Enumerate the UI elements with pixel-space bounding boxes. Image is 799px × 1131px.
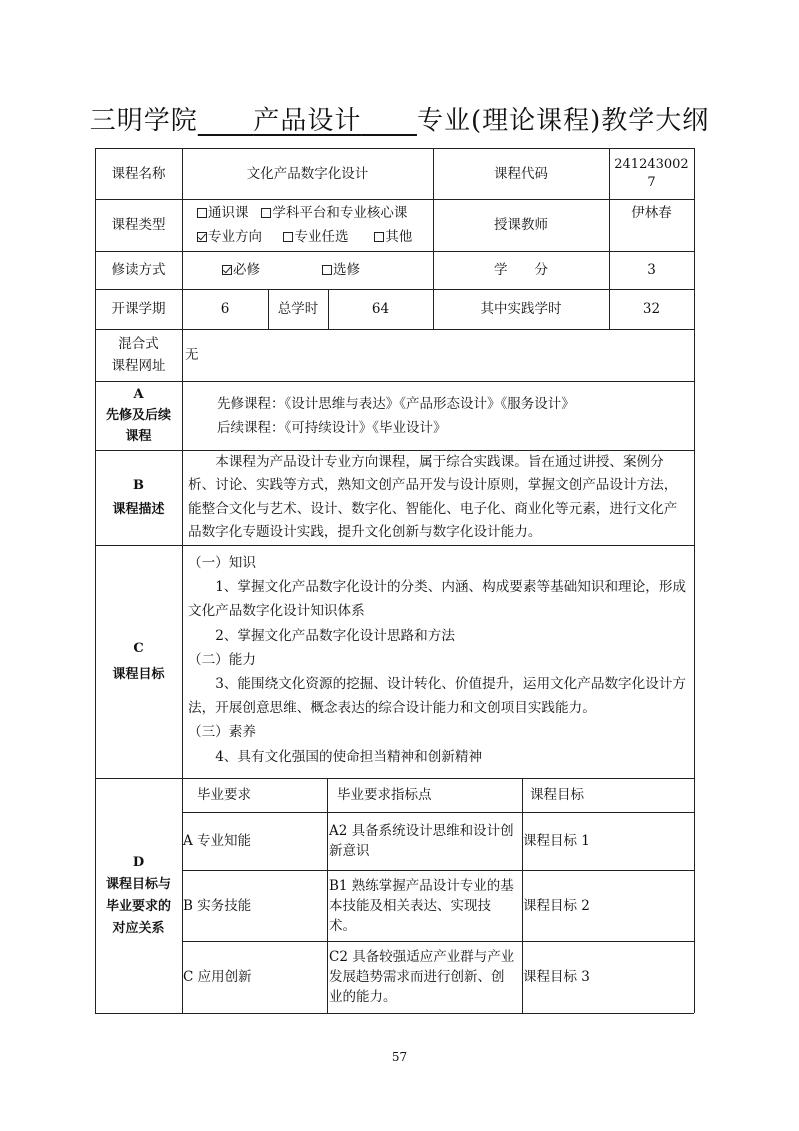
section-a-label: A 先修及后续 课程 xyxy=(105,387,171,444)
goal-heading-quality: （三）素养 xyxy=(188,724,256,741)
type-option-direction[interactable]: 专业方向 xyxy=(197,229,262,245)
mapping-header-indicator: 毕业要求指标点 xyxy=(337,787,432,803)
title-suffix: 专业(理论课程)教学大纲 xyxy=(416,106,710,136)
type-option-other[interactable]: 其他 xyxy=(374,229,412,245)
mapping-row-3-requirement: C 应用创新 xyxy=(183,969,252,985)
teacher-label: 授课教师 xyxy=(494,217,548,233)
course-description: 本课程为产品设计专业方向课程，属于综合实践课。旨在通过讲授、案例分析、讨论、实践等方式，熟知文创产品开发与设计原则，掌握文创产品设计方法，能整合文化与艺术、设计、数字化、智能化、电子化、商业化等元素，进行文化产品数字化专题设计实践，提升文化创新与数字化设计能力。 xyxy=(188,453,678,540)
mapping-row-1-indicator: A2 具备系统设计思维和设计创新意识 xyxy=(329,823,514,859)
goal-heading-ability: （二）能力 xyxy=(188,651,256,668)
section-d-label: D 课程目标与 毕业要求的 对应关系 xyxy=(105,854,171,936)
type-option-general[interactable]: 通识课 xyxy=(197,205,249,221)
study-mode-options xyxy=(182,251,433,289)
teacher-value: 伊林春 xyxy=(631,205,672,221)
type-option-core[interactable]: 学科平台和专业核心课 xyxy=(261,205,407,221)
follow-up-courses: 后续课程：《可持续设计》《毕业设计》 xyxy=(217,419,447,436)
hours-label: 总学时 xyxy=(277,301,319,317)
mapping-header-requirement: 毕业要求 xyxy=(197,787,251,803)
goal-item-1: 1、掌握文化产品数字化设计的分类、内涵、构成要素等基础知识和理论，形成文化产品数字化设计知识体系 xyxy=(188,579,687,620)
mode-option-required[interactable]: 必修 xyxy=(222,260,260,280)
practice-hours-value: 32 xyxy=(642,301,661,317)
semester-value: 6 xyxy=(220,301,230,317)
mapping-row-1-requirement: A 专业知能 xyxy=(183,833,252,849)
semester-label: 开课学期 xyxy=(111,301,166,317)
goal-item-2: 2、掌握文化产品数字化设计思路和方法 xyxy=(215,627,455,644)
study-mode-label: 修读方式 xyxy=(111,262,166,278)
mapping-row-3-goal: 课程目标 3 xyxy=(523,969,590,985)
course-url-value: 无 xyxy=(185,347,199,363)
course-name-value: 文化产品数字化设计 xyxy=(246,165,369,182)
credit-label: 学 分 xyxy=(494,262,548,278)
checkbox-checked-icon xyxy=(197,232,207,242)
mapping-row-2-goal: 课程目标 2 xyxy=(523,897,590,914)
course-name-label: 课程名称 xyxy=(111,165,166,182)
mapping-header-goal: 课程目标 xyxy=(530,787,584,803)
goal-heading-knowledge: （一）知识 xyxy=(188,555,256,571)
mapping-row-3-indicator: C2 具备较强适应产业群与产业发展趋势需求而进行创新、创业的能力。 xyxy=(329,949,515,1005)
checkbox-icon xyxy=(374,232,384,242)
page-title xyxy=(0,100,799,137)
section-b-content xyxy=(182,450,694,545)
goal-item-3: 3、能围绕文化资源的挖掘、设计转化、价值提升，运用文化产品数字化设计方法，开展创意思维、概念表达的综合设计能力和文创项目实践能力。 xyxy=(188,676,687,717)
section-b-label: B 课程描述 xyxy=(112,477,165,517)
practice-hours-label: 其中实践学时 xyxy=(480,301,562,317)
checkbox-icon xyxy=(261,208,271,218)
course-type-label: 课程类型 xyxy=(111,217,166,233)
goal-item-4: 4、具有文化强国的使命担当精神和创新精神 xyxy=(215,748,483,765)
credit-value: 3 xyxy=(647,262,656,278)
title-school: 三明学院 xyxy=(89,106,198,136)
mapping-row-2-indicator: B1 熟练掌握产品设计专业的基本技能及相关表达、实现技术。 xyxy=(329,877,514,934)
course-url-label: 混合式 课程网址 xyxy=(111,336,166,374)
prerequisite-courses: 先修课程：《设计思维与表达》《产品形态设计》《服务设计》 xyxy=(217,395,575,412)
checkbox-icon xyxy=(197,208,207,218)
course-type-options xyxy=(182,199,433,251)
mapping-row-1-goal: 课程目标 1 xyxy=(523,833,590,849)
checkbox-checked-icon xyxy=(222,265,232,275)
section-c-label: C 课程目标 xyxy=(112,640,165,682)
mode-option-optional[interactable]: 选修 xyxy=(322,260,360,280)
section-a-content xyxy=(182,381,694,450)
hours-value: 64 xyxy=(371,301,390,317)
type-option-elective[interactable]: 专业任选 xyxy=(283,229,348,245)
checkbox-icon xyxy=(283,232,293,242)
section-c-content xyxy=(182,545,694,778)
mapping-row-2-requirement: B 实务技能 xyxy=(183,897,252,914)
title-major: 产品设计 xyxy=(253,106,362,136)
course-code-value: 241243002 7 xyxy=(614,156,689,190)
syllabus-table xyxy=(95,148,694,1013)
checkbox-icon xyxy=(322,265,332,275)
course-code-label: 课程代码 xyxy=(494,165,548,182)
page-number: 57 xyxy=(391,1050,408,1064)
